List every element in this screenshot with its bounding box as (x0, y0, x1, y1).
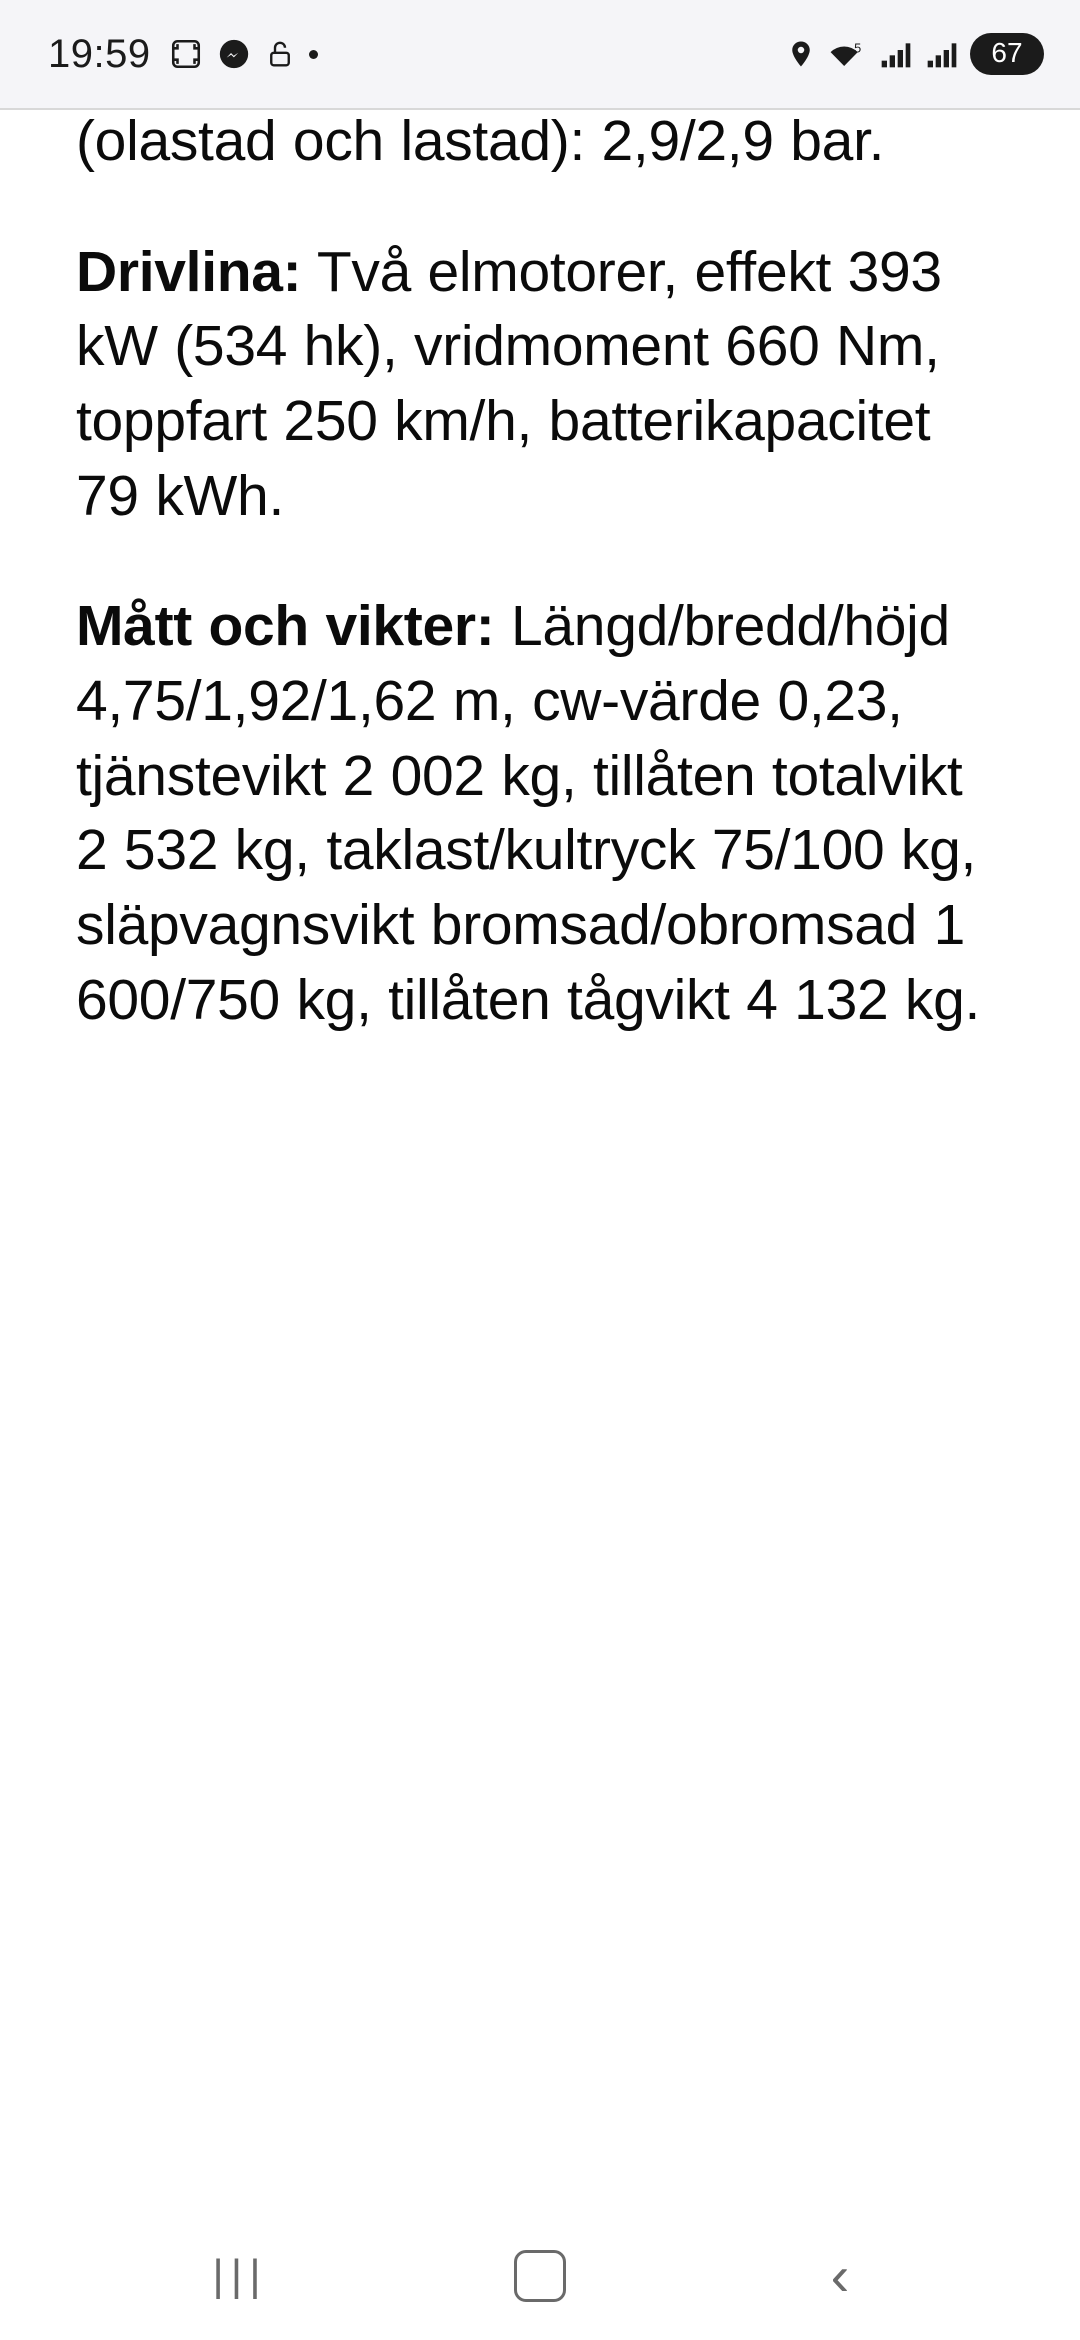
back-button[interactable] (780, 2216, 900, 2336)
signal-1-icon (878, 38, 912, 70)
unlocked-lock-icon (265, 38, 295, 70)
recents-icon: ||| (212, 2251, 268, 2300)
webpage-content[interactable] (0, 108, 1080, 2212)
status-notification-icons (169, 37, 318, 71)
paragraph-text: (olastad och lastad): 2,9/2,9 bar. (76, 109, 885, 173)
home-icon (514, 2250, 566, 2302)
paragraph-dimensions-weights (76, 589, 1004, 1037)
signal-2-icon (924, 38, 958, 70)
paragraph-heading-drivlina: Drivlina: (76, 239, 302, 304)
paragraph-tyre-pressure (76, 108, 1004, 179)
location-icon (786, 37, 816, 71)
status-clock: 19:59 (48, 31, 151, 76)
home-button[interactable] (480, 2216, 600, 2336)
messenger-icon (217, 37, 251, 71)
status-bar (0, 0, 1080, 108)
paragraph-text: Två elmotorer, effekt 393 kW (534 hk), vridmoment 660 Nm, toppfart 250 km/h, batterikapacitet 79 kWh. (76, 239, 942, 528)
status-bar-left (48, 32, 318, 77)
system-navigation-bar (0, 2212, 1080, 2340)
back-icon: ‹ (830, 2244, 850, 2307)
paragraph-heading-matt-och-vikter: Mått och vikter: (76, 594, 495, 659)
paragraph-text: Längd/bredd/höjd 4,75/1,92/1,62 m, cw-värde 0,23, tjänstevikt 2 002 kg, tillåten totalvikt 2 532 kg, taklast/kultryck 75/100 kg, släpvagnsvikt bromsad/obromsad 1 600/750 kg, tillåten tågvikt 4 132 kg. (76, 594, 981, 1032)
paragraph-drivetrain (76, 235, 1004, 534)
screenshot-icon (169, 37, 203, 71)
battery-icon: 67 (970, 33, 1044, 75)
svg-text:5: 5 (854, 40, 862, 56)
dot-indicator (309, 50, 318, 59)
wifi-5-icon (828, 37, 866, 71)
article-body (76, 110, 1004, 1037)
status-bar-right (786, 33, 1044, 75)
recents-button[interactable] (180, 2216, 300, 2336)
